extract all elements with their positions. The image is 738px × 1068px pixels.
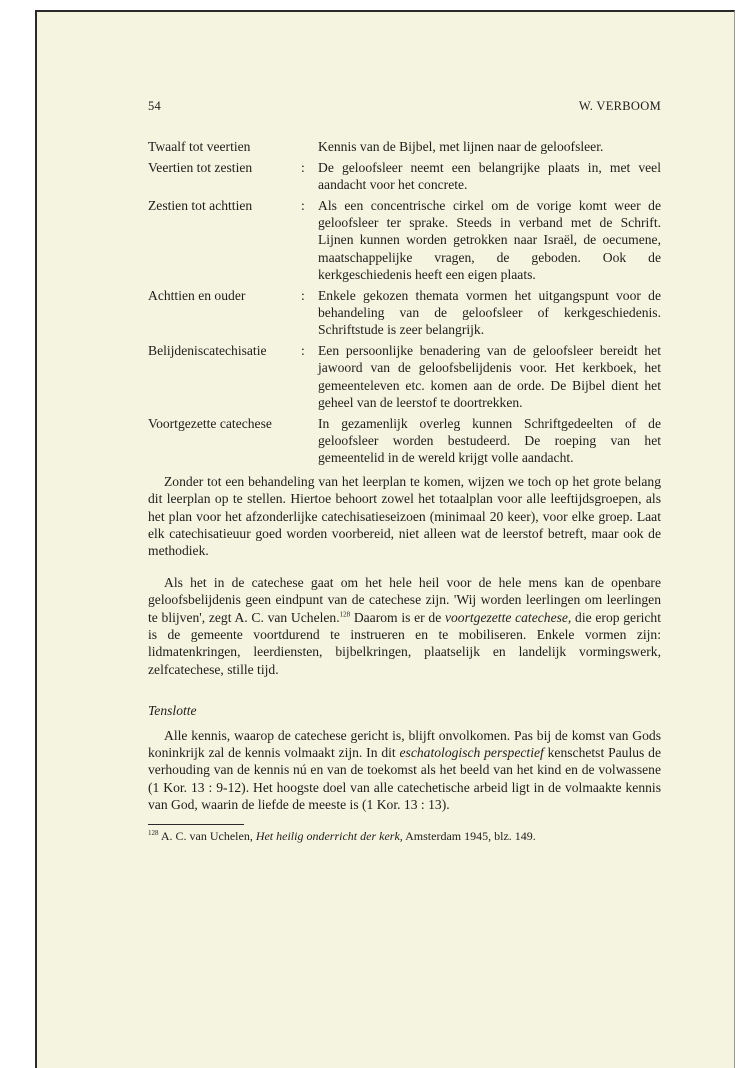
page-number: 54: [148, 99, 162, 113]
body-paragraph: [148, 574, 661, 678]
age-group-description: In gezamenlijk overleg kunnen Schriftgedeelten of de geloofsleer worden bestudeerd. De roeping van het gemeentelid in de wereld krijgt volle aandacht.: [318, 415, 661, 466]
emphasized-term: eschatologisch perspectief: [399, 745, 544, 760]
paragraph-text: Als het in de catechese gaat om het hele heil voor de hele mens kan de openbare geloofsbelijdenis geen eindpunt van de catechese zijn. 'Wij worden leerlingen om leerlingen te blijven', zegt A. C. van Uchelen.: [148, 574, 661, 625]
separator-colon: :: [301, 197, 305, 213]
page-content: [148, 98, 661, 844]
running-header: [148, 98, 661, 115]
paragraph-text: Daarom is er de: [350, 609, 445, 625]
age-group-description: Kennis van de Bijbel, met lijnen naar de geloofsleer.: [318, 139, 604, 155]
age-group-description: Een persoonlijke benadering van de geloofsleer bereidt het jawoord van de geloofsbelijdenis voor. Het kerkboek, het gemeenteleven etc. komen aan de orde. De Bijbel dient het geheel van de leerstof te doortrekken.: [318, 342, 661, 411]
book-page: [35, 10, 735, 1068]
age-group-label: Zestien tot achttien: [148, 197, 253, 213]
paragraph-text: Alle kennis, waarop de catechese gericht is, blijft onvolkomen. Pas bij de komst van Gods koninkrijk zal de kennis volmaakt zijn. In dit: [148, 727, 661, 760]
age-group-label: Belijdeniscatechisatie: [148, 342, 267, 358]
body-paragraph: Zonder tot een behandeling van het leerplan te komen, wijzen we toch op het grote belang dit leerplan op te stellen. Hiertoe behoort zowel het totaalplan voor alle leeftijdsgroepen, als het plan voor het afzonderlijke catechisatieseizoen (minimaal 20 keer), voor elke groep. Laat elk catechisatieuur goed worden voorbereid, niet alleen wat de leerstof betreft, maar ook de methodiek.: [148, 473, 661, 559]
age-group-description: Enkele gekozen themata vormen het uitgangspunt voor de behandeling van de geloofsleer of kerkgeschiedenis. Schriftstude is zeer belangrijk.: [318, 287, 661, 338]
age-group-label: Veertien tot zestien: [148, 159, 253, 175]
age-group-label: Achttien en ouder: [148, 287, 246, 303]
body-paragraph: [148, 727, 661, 814]
footnote-author: A. C. van Uchelen,: [158, 828, 256, 843]
age-group-description: De geloofsleer neemt een belangrijke plaats in, met veel aandacht voor het concrete.: [318, 159, 661, 193]
footnote-reference: 128: [339, 610, 351, 619]
schedule-row: [148, 287, 661, 339]
age-group-description: Als een concentrische cirkel om de vorige komt weer de geloofsleer ter sprake. Steeds in verband met de Schrift. Lijnen kunnen worden getrokken naar Israël, de oecumene, maatschappelijke vragen, de geboden. Ook de kerkgeschiedenis heeft een eigen plaats.: [318, 197, 661, 283]
schedule-row: [148, 138, 661, 155]
schedule-row: [148, 342, 661, 412]
curriculum-schedule: [148, 138, 661, 466]
schedule-row: [148, 197, 661, 284]
schedule-row: [148, 159, 661, 194]
footnote: [148, 829, 661, 844]
separator-colon: :: [301, 287, 305, 303]
emphasized-term: voortgezette catechese,: [444, 609, 572, 625]
footnote-number: 128: [148, 828, 159, 837]
footnote-title: Het heilig onderricht der kerk,: [255, 828, 403, 843]
separator-colon: :: [301, 342, 305, 358]
separator-colon: [301, 138, 318, 155]
schedule-row: [148, 415, 661, 467]
age-group-label: Twaalf tot veertien: [148, 139, 251, 155]
paragraph-text: kenschetst Paulus de verhouding van de kennis nú en van de toekomst als het beeld van het kind en de volwassene (1 Kor. 13 : 9-12). Het hoogste doel van alle catechetische arbeid ligt in de volmaakte kennis van God, waarin de liefde de meeste is (1 Kor. 13 : 13).: [148, 745, 661, 813]
running-author: W. VERBOOM: [578, 99, 661, 113]
footnote-divider: [148, 824, 244, 825]
section-heading: Tenslotte: [148, 703, 197, 719]
age-group-label: Voortgezette catechese: [148, 415, 272, 431]
separator-colon: :: [301, 159, 305, 175]
footnote-publication: Amsterdam 1945, blz. 149.: [402, 828, 536, 843]
paragraph-text: die erop gericht is de gemeente voortdurend te instrueren en te mobiliseren. Enkele vormen zijn: lidmatenkringen, leerdiensten, bijbelkringen, plaatselijk en landelijk vormingswerk, zelfcatechese, stille tijd.: [148, 609, 662, 677]
separator-colon: [301, 415, 318, 467]
